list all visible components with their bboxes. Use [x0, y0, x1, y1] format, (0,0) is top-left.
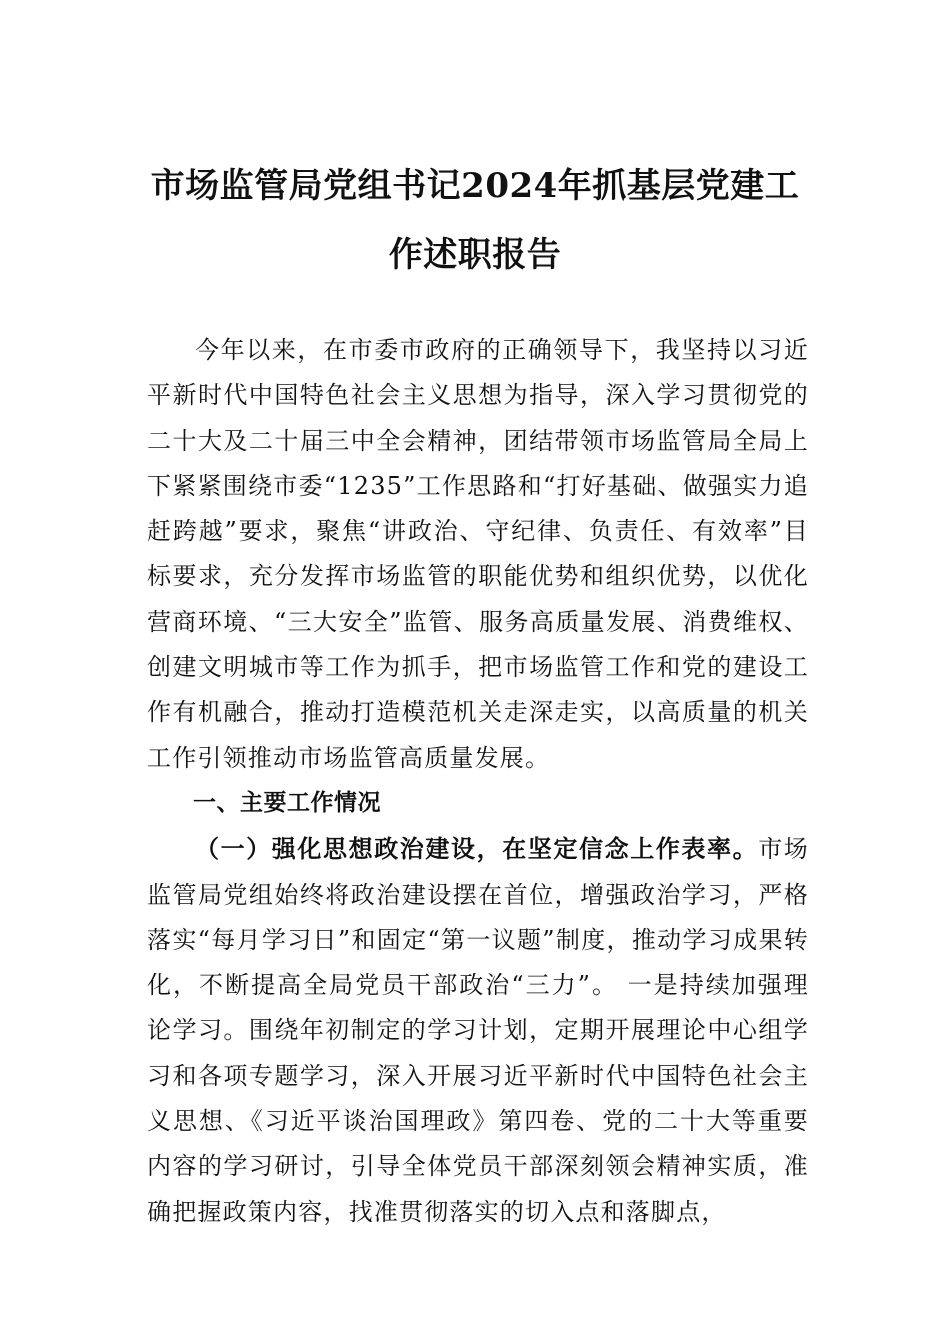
document-body — [147, 328, 809, 1235]
document-title-line-1: 市场监管局党组书记2024年抓基层党建工 — [150, 166, 800, 206]
section-heading: 一、主要工作情况 — [193, 789, 381, 816]
subsection-body: 市场监管局党组始终将政治建设摆在首位，增强政治学习，严格落实“每月学习日”和固定“第一议题”制度，推动学习成果转化，不断提高全局党员干部政治“三力”。 一是持续加强理论学习。围绕年初制定的学习计划，定期开展理论中心组学习和各项专题学习，深入开展习近平新时代中国特色社会主义思想、《习近平谈治国理政》第四卷、党的二十大等重要内容的学习研讨，引导全体党员干部深刻领会精神实质，准确把握政策内容，找准贯彻落实的切入点和落脚点， — [147, 835, 809, 1226]
document-title-line-2: 作述职报告 — [388, 235, 562, 275]
intro-paragraph: 今年以来，在市委市政府的正确领导下，我坚持以习近平新时代中国特色社会主义思想为指导，深入学习贯彻党的二十大及二十届三中全会精神，团结带领市场监管局全局上下紧紧围绕市委“1235”工作思路和“打好基础、做强实力追赶跨越”要求，聚焦“讲政治、守纪律、负责任、有效率”目标要求，充分发挥市场监管的职能优势和组织优势，以优化营商环境、“三大安全”监管、服务高质量发展、消费维权、创建文明城市等工作为抓手，把市场监管工作和党的建设工作有机融合，推动打造模范机关走深走实，以高质量的机关工作引领推动市场监管高质量发展。 — [147, 336, 809, 772]
subsection-heading: （一）强化思想政治建设，在坚定信念上作表率。 — [195, 834, 759, 864]
subsection-paragraph — [147, 826, 809, 1235]
